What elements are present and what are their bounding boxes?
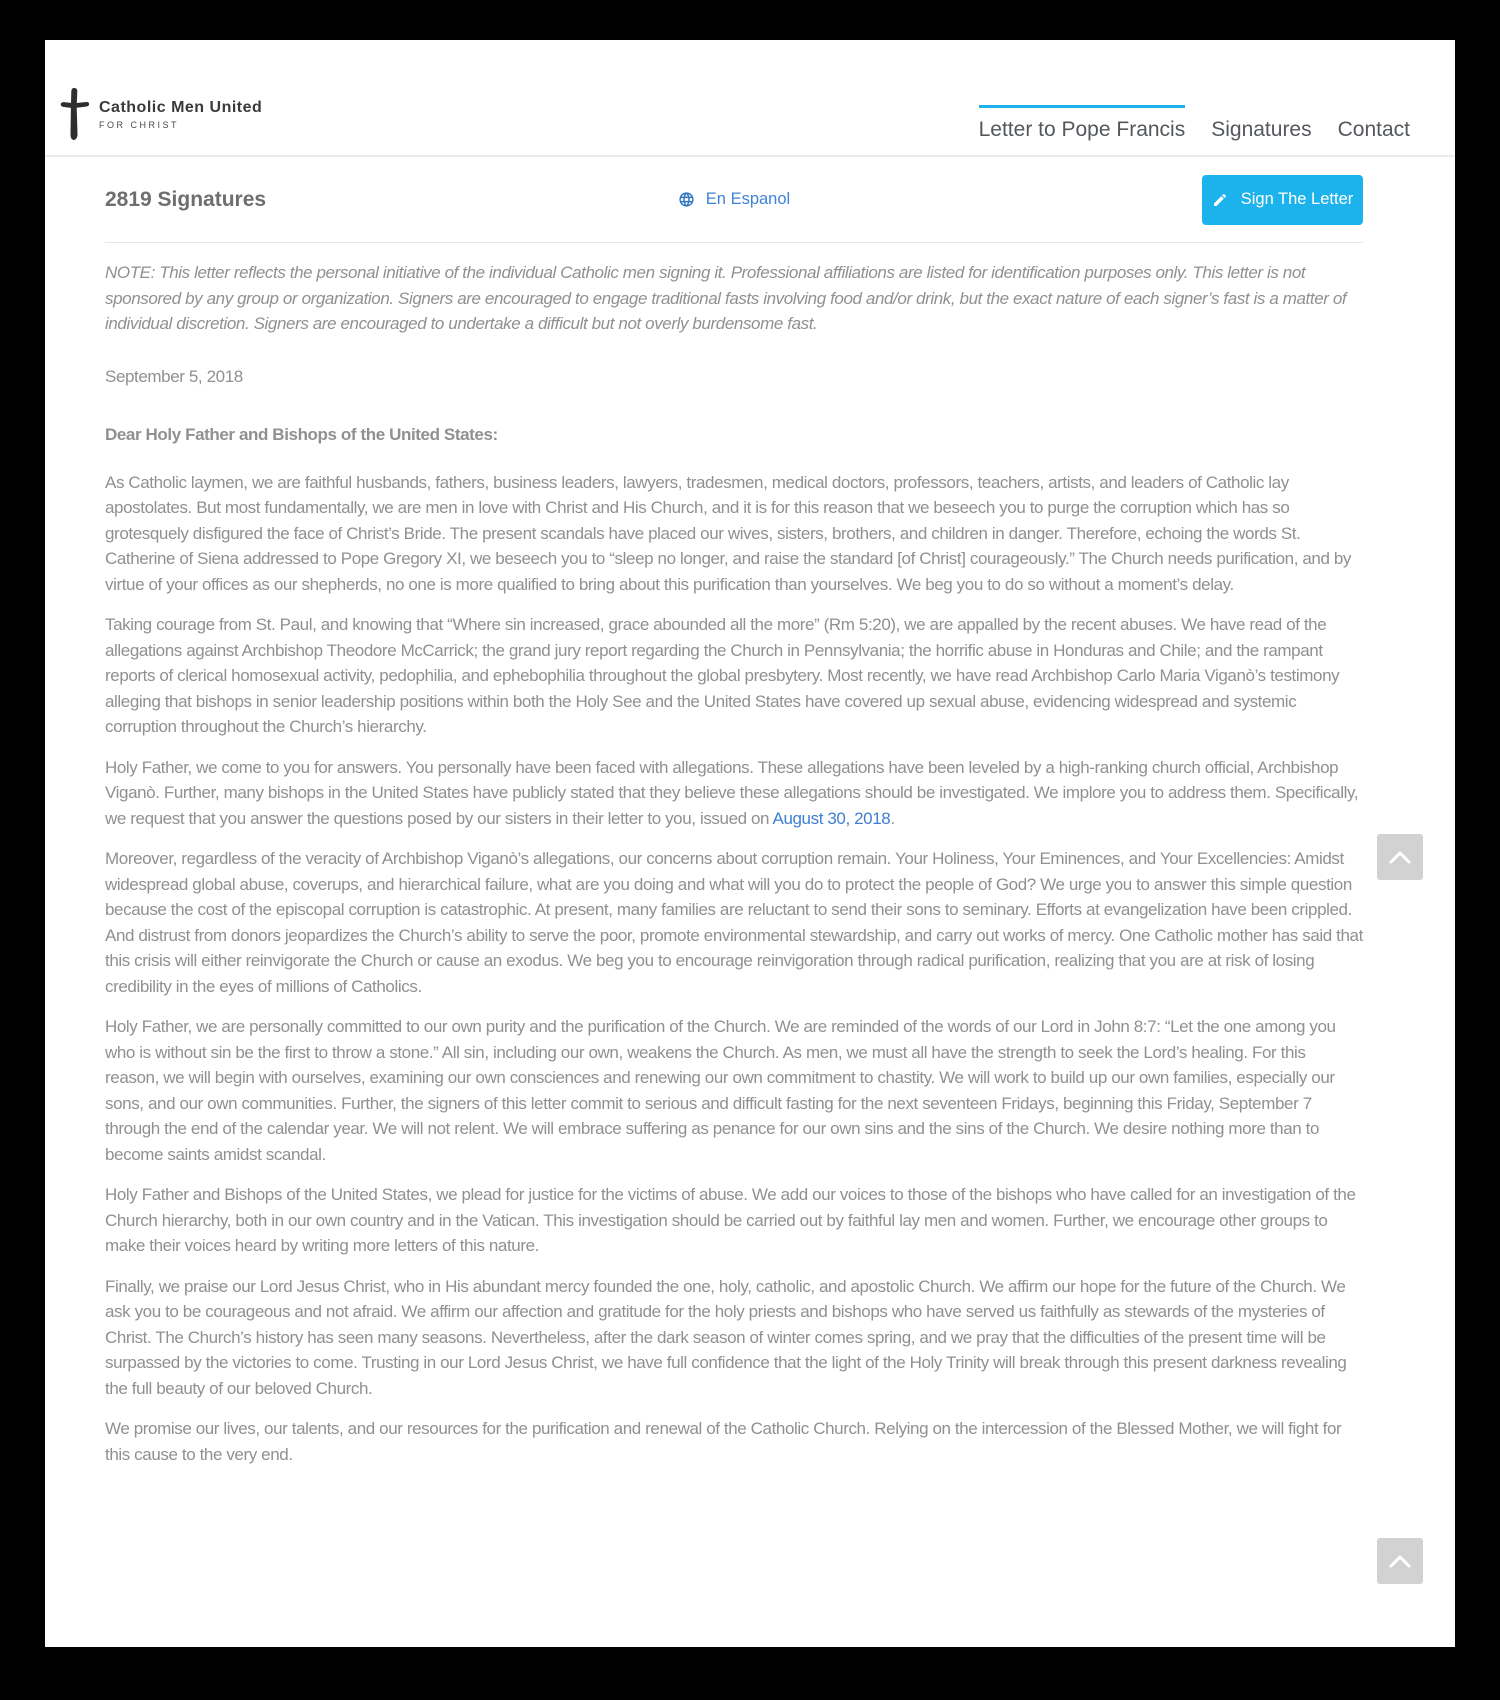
sign-button-label: Sign The Letter xyxy=(1240,190,1354,208)
signatures-count-wrap xyxy=(105,188,678,212)
brand-tagline: FOR CHRIST xyxy=(99,119,179,130)
paragraph-text: Holy Father, we come to you for answers. You personally have been faced with allegations. These allegations have been leveled by a high-ranking church official, Archbishop Viganò. Further, many bishops in the United States have publicly stated that they believe these allegations should be investigated. We implore you to address them. Specifically, we request that you answer the questions posed by our sisters in their letter to you, issued on xyxy=(105,757,1359,828)
letter-paragraph: As Catholic laymen, we are faithful husbands, fathers, business leaders, lawyers, tradesmen, medical doctors, professors, teachers, artists, and leaders of Catholic lay apostolates. But most fundamentally, we are men in love with Christ and His Church, and it is for this reason that we beseech you to purge the corruption which has so grotesquely disfigured the face of Christ’s Bride. The present scandals have placed our wives, sisters, brothers, and children in danger. Therefore, echoing the words St. Catherine of Siena addressed to Pope Gregory XI, we beseech you to “sleep no longer, and raise the standard [of Christ] courageously.” The Church needs purification, and by virtue of your offices as our shepherds, no one is more qualified to bring about this purification than yourselves. We beg you to do so without a moment’s delay. xyxy=(105,472,1352,594)
letter-salutation: Dear Holy Father and Bishops of the United States: xyxy=(105,425,498,444)
page xyxy=(45,40,1455,1647)
chevron-up-icon xyxy=(1388,1554,1412,1569)
brand-name: Catholic Men United xyxy=(99,98,263,116)
letter-paragraph: We promise our lives, our talents, and our resources for the purification and renewal of the Catholic Church. Relying on the intercession of the Blessed Mother, we will fight for this cause to the very end. xyxy=(105,1419,1342,1464)
pencil-icon xyxy=(1212,192,1228,208)
paragraph-text: . xyxy=(890,808,895,828)
nav-item-contact[interactable]: Contact xyxy=(1337,118,1410,141)
brand-text xyxy=(99,99,262,130)
scroll-to-top-button[interactable] xyxy=(1377,834,1423,880)
scroll-to-top-button[interactable] xyxy=(1377,1538,1423,1584)
cross-icon xyxy=(59,86,91,142)
language-link[interactable] xyxy=(678,190,790,209)
nav-item-letter[interactable]: Letter to Pope Francis xyxy=(979,105,1186,142)
signatures-count: 2819 Signatures xyxy=(105,187,267,211)
chevron-up-icon xyxy=(1388,850,1412,865)
globe-icon xyxy=(678,191,695,208)
sign-button-wrap xyxy=(790,175,1363,225)
sign-the-letter-button[interactable] xyxy=(1202,175,1363,225)
letter-paragraph: Holy Father and Bishops of the United States, we plead for justice for the victims of abuse. We add our voices to those of the bishops who have called for an investigation of the Church hierarchy, both in our own country and in the Vatican. This investigation should be carried out by faithful lay men and women. Further, we encourage other groups to make their voices heard by writing more letters of this nature. xyxy=(105,1185,1356,1255)
letter-note: NOTE: This letter reflects the personal initiative of the individual Catholic men signing it. Professional affiliations are listed for identification purposes only. This letter is not sponsored by any group or organization. Signers are encouraged to engage traditional fasts involving food and/or drink, but the exact nature of each signer’s fast is a matter of individual discretion. Signers are encouraged to undertake a difficult but not overly burdensome fast. xyxy=(105,263,1347,333)
nav-item-signatures[interactable]: Signatures xyxy=(1211,118,1312,141)
letter-paragraph: Moreover, regardless of the veracity of Archbishop Viganò’s allegations, our concerns about corruption remain. Your Holiness, Your Eminences, and Your Excellencies: Amidst widespread global abuse, coverups, and hierarchical failure, what are you doing and what will you do to protect the people of God? We urge you to answer this simple question because the cost of the episcopal corruption is catastrophic. At present, many families are reluctant to send their sons to seminary. Efforts at evangelization have been crippled. And distrust from donors jeopardizes the Church’s ability to serve the poor, promote environmental stewardship, and carry out works of mercy. One Catholic mother has said that this crisis will either reinvigorate the Church or cause an exodus. We beg you to encourage reinvigoration through radical purification, realizing that you are at risk of losing credibility in the eyes of millions of Catholics. xyxy=(105,849,1363,996)
site-header xyxy=(45,40,1455,157)
letter-body xyxy=(105,260,1363,1467)
main-nav xyxy=(979,105,1410,142)
site-logo[interactable] xyxy=(59,86,262,142)
august-30-letter-link[interactable]: August 30, 2018 xyxy=(772,808,891,828)
letter-date: September 5, 2018 xyxy=(105,366,243,386)
toolbar-divider xyxy=(105,242,1363,243)
letter-toolbar xyxy=(45,157,1455,242)
language-link-label: En Espanol xyxy=(705,190,791,208)
letter-paragraph: Taking courage from St. Paul, and knowing that “Where sin increased, grace abounded all the more” (Rm 5:20), we are appalled by the recent abuses. We have read of the allegations against Archbishop Theodore McCarrick; the grand jury report regarding the Church in Pennsylvania; the horrific abuse in Honduras and Chile; and the rampant reports of clerical homosexual activity, pedophilia, and ephebophilia throughout the global presbytery. Most recently, we have read Archbishop Carlo Maria Viganò’s testimony alleging that bishops in senior leadership positions within both the Holy See and the United States have covered up sexual abuse, evidencing widespread and systemic corruption throughout the Church’s hierarchy. xyxy=(105,615,1340,736)
letter-paragraph: Finally, we praise our Lord Jesus Christ, who in His abundant mercy founded the one, holy, catholic, and apostolic Church. We affirm our hope for the future of the Church. We ask you to be courageous and not afraid. We affirm our affection and gratitude for the holy priests and bishops who have served us faithfully as stewards of the mysteries of Christ. The Church’s history has seen many seasons. Nevertheless, after the dark season of winter comes spring, and we pray that the difficulties of the present time will be surpassed by the victories to come. Trusting in our Lord Jesus Christ, we have full confidence that the light of the Holy Trinity will break through this present darkness revealing the full beauty of our beloved Church. xyxy=(105,1276,1347,1398)
letter-paragraph: Holy Father, we are personally committed to our own purity and the purification of the Church. We are reminded of the words of our Lord in John 8:7: “Let the one among you who is without sin be the first to throw a stone.” All sin, including our own, weakens the Church. As men, we must all have the strength to seek the Lord’s healing. For this reason, we will begin with ourselves, examining our own consciences and renewing our own commitment to chastity. We will work to build up our own families, especially our sons, and our own communities. Further, the signers of this letter commit to serious and difficult fasting for the next seventeen Fridays, beginning this Friday, September 7 through the end of the calendar year. We will not relent. We will embrace suffering as penance for our own sins and the sins of the Church. We desire nothing more than to become saints amidst scandal. xyxy=(105,1017,1336,1164)
letter-paragraph xyxy=(105,755,1363,832)
